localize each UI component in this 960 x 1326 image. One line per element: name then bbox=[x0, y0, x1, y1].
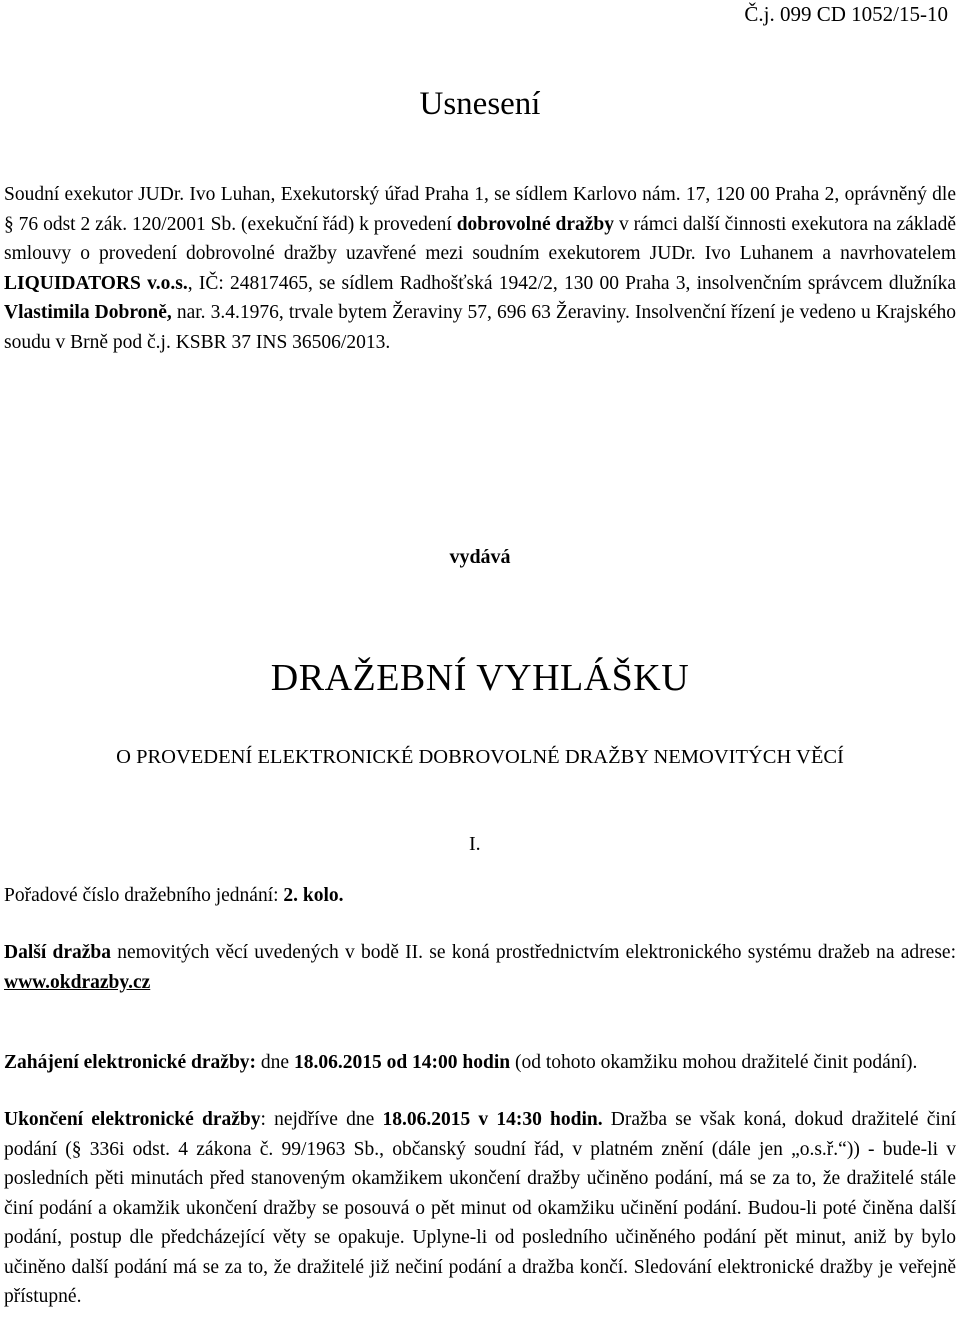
poradi-value: 2. kolo. bbox=[283, 885, 344, 906]
intro-bold-3: Vlastimila Dobroně, bbox=[4, 302, 172, 323]
zahajeni-paragraph bbox=[4, 1048, 956, 1078]
ukonceni-paragraph bbox=[4, 1105, 956, 1312]
zahajeni-label: Zahájení elektronické dražby: bbox=[4, 1052, 257, 1073]
intro-text-3: , IČ: 24817465, se sídlem Radhošťská 1942/2, 130 00 Praha 3, insolvenčním správcem dlužníka bbox=[187, 272, 956, 294]
intro-text-2: v rámci další činnosti exekutora na základě smlouvy o provedení dobrovolné dražby uzavřené mezi soudním exekutorem JUDr. Ivo Luhanem a navrhovatelem bbox=[4, 213, 956, 264]
intro-paragraph bbox=[4, 180, 956, 357]
ukonceni-value: 18.06.2015 v 14:30 hodin. bbox=[382, 1109, 603, 1130]
case-reference: Č.j. 099 CD 1052/15-10 bbox=[744, 2, 948, 26]
okdrazby-link[interactable]: www.okdrazby.cz bbox=[4, 971, 151, 993]
intro-bold-1: dobrovolné dražby bbox=[456, 213, 615, 235]
ukonceni-text-1: : nejdříve dne bbox=[260, 1109, 383, 1130]
intro-bold-2: LIQUIDATORS v.o.s. bbox=[4, 272, 188, 294]
zahajeni-text-2: (od tohoto okamžiku mohou dražitelé činit podání). bbox=[510, 1052, 918, 1073]
document-title: Usnesení bbox=[419, 86, 541, 122]
ukonceni-text-2: Dražba se však koná, dokud dražitelé činí podání (§ 336i odst. 4 zákona č. 99/1963 Sb., občanský soudní řád, v platném znění (dále jen „o.s.ř.“)) - bude-li v posledních pěti minutách před stanoveným okamžikem ukončení dražby učiněno podání, má se za to, že dražitelé stále činí podání a okamžik ukončení dražby se posouvá o pět minut od okamžiku učinění podání. Budou-li poté činěna další podání, postup dle předcházející věty se opakuje. Uplyne-li od posledního učiněného podání pět minut, aniž by bylo učiněno další podání má se za to, že dražitelé již nečiní podání a dražba končí. Sledování elektronické dražby je veřejně přístupné. bbox=[4, 1109, 956, 1307]
vydava-label: vydává bbox=[449, 546, 511, 568]
poradi-label: Pořadové číslo dražebního jednání: bbox=[4, 885, 284, 906]
dalsi-bold: Další dražba bbox=[4, 942, 112, 963]
dalsi-text: nemovitých věcí uvedených v bodě II. se koná prostřednictvím elektronického systému dražeb na adrese: bbox=[111, 942, 956, 963]
section-number: I. bbox=[469, 833, 481, 855]
intro-text-1: Soudní exekutor JUDr. Ivo Luhan, Exekutorský úřad Praha 1, se sídlem Karlovo nám. 17, 120 00 Praha 2, oprávněný dle § 76 odst 2 zák. 120/2001 Sb. (exekuční řád) k provedení bbox=[4, 184, 956, 235]
poradi-line bbox=[4, 885, 344, 907]
dalsi-drazba-paragraph bbox=[4, 938, 956, 997]
zahajeni-value: 18.06.2015 od 14:00 hodin bbox=[293, 1052, 511, 1073]
intro-text-4: nar. 3.4.1976, trvale bytem Žeraviny 57, 696 63 Žeraviny. Insolvenční řízení je vedeno u Krajského soudu v Brně pod č.j. KSBR 37 INS 36506/2013. bbox=[4, 302, 957, 353]
ukonceni-label: Ukončení elektronické dražby bbox=[4, 1109, 261, 1130]
main-heading: DRAŽEBNÍ VYHLÁŠKU bbox=[270, 657, 690, 699]
sub-heading: O PROVEDENÍ ELEKTRONICKÉ DOBROVOLNÉ DRAŽBY NEMOVITÝCH VĚCÍ bbox=[116, 746, 844, 768]
zahajeni-text-1: dne bbox=[256, 1052, 294, 1073]
